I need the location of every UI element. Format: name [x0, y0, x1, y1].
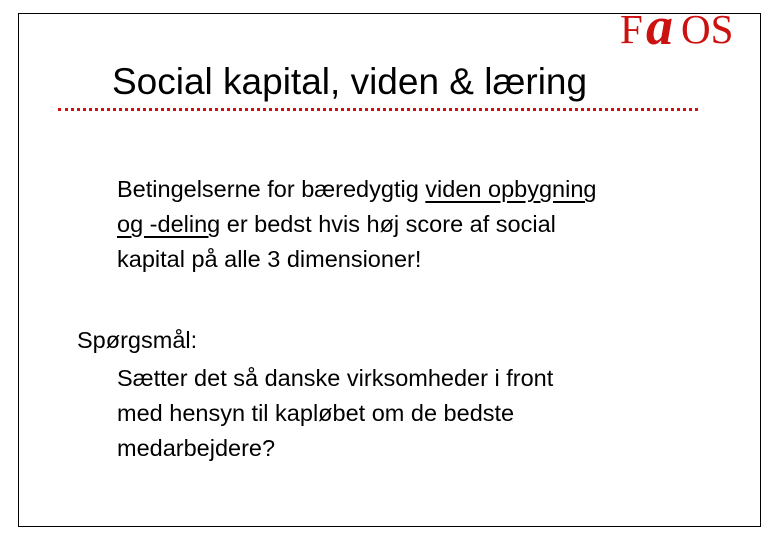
paragraph-line: kapital på alle 3 dimensioner!	[117, 246, 422, 272]
paragraph-question	[117, 361, 553, 466]
paragraph-line	[117, 172, 596, 207]
logo-letter-a: a	[646, 0, 673, 56]
paragraph-line: Sætter det så danske virksomheder i front	[117, 365, 554, 391]
paragraph-line: med hensyn til kapløbet om de bedste	[117, 400, 515, 426]
paragraph-line	[117, 207, 596, 242]
text-run: Betingelserne for bæredygtig	[117, 176, 426, 202]
logo-letters-os: OS	[681, 6, 734, 52]
paragraph-conditions	[117, 172, 596, 277]
underlined-term: og -deling	[117, 211, 221, 237]
paragraph-line: medarbejdere?	[117, 435, 276, 461]
title-divider	[58, 108, 698, 111]
underlined-term: viden opbygning	[425, 176, 597, 202]
faos-logo	[620, 0, 750, 56]
logo-letter-f: F	[620, 6, 643, 52]
text-run: er bedst hvis høj score af social	[220, 211, 556, 237]
question-label: Spørgsmål:	[77, 327, 198, 353]
slide-title: Social kapital, viden & læring	[112, 61, 588, 102]
